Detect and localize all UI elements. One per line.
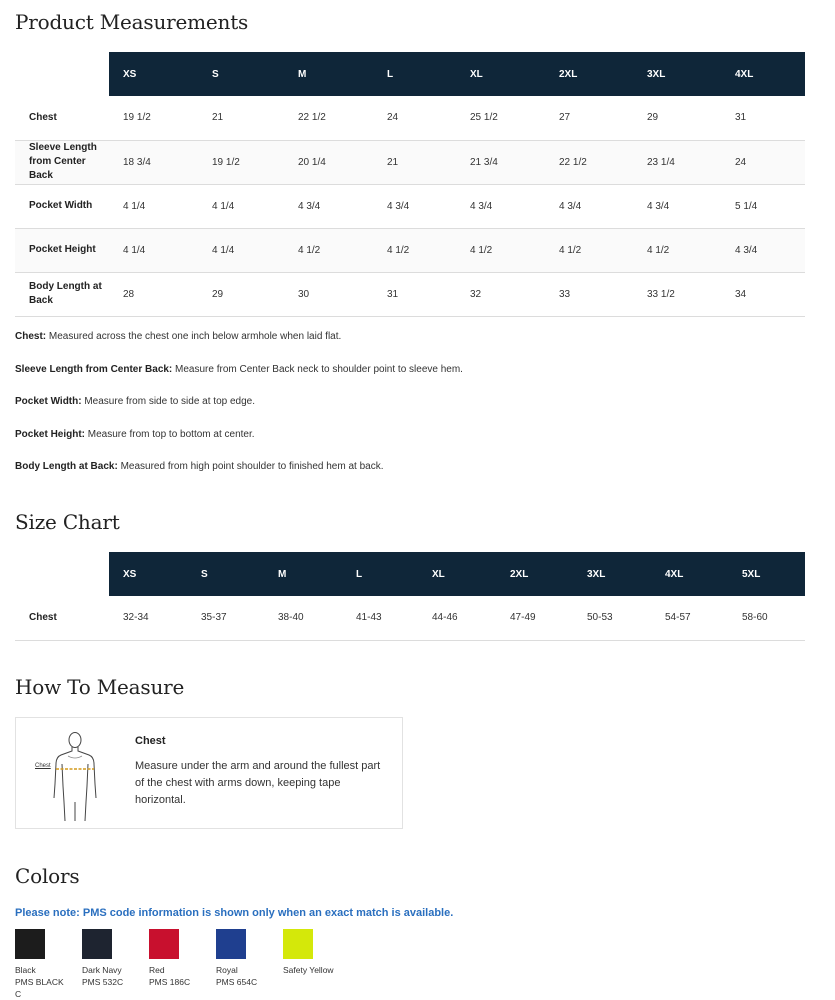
size-header: 3XL [573, 552, 651, 596]
note-body-length: Body Length at Back: Measured from high point shoulder to finished hem at back. [15, 461, 384, 472]
table-cell: 19 1/2 [198, 140, 284, 184]
size-header: XS [109, 52, 198, 96]
row-label: Pocket Height [15, 228, 109, 272]
row-label: Body Length at Back [15, 272, 109, 316]
table-cell: 24 [373, 96, 456, 140]
table-cell: 27 [545, 96, 633, 140]
note-sleeve-length: Sleeve Length from Center Back: Measure from Center Back neck to shoulder point to sleeve hem. [15, 363, 463, 375]
table-row [15, 140, 805, 184]
table-cell: 4 3/4 [545, 184, 633, 228]
swatch-chip[interactable] [216, 929, 246, 959]
table-cell: 4 1/4 [198, 228, 284, 272]
size-header: XL [456, 52, 545, 96]
swatch-pms: PMS 186C [149, 977, 191, 987]
size-header: 2XL [545, 52, 633, 96]
size-header: 4XL [721, 52, 805, 96]
table-cell: 54-57 [651, 596, 728, 640]
card-title: Chest [135, 735, 166, 747]
table-cell: 31 [721, 96, 805, 140]
swatch-name: Royal [216, 965, 238, 975]
swatch-chip[interactable] [283, 929, 313, 959]
note-pocket-width: Pocket Width: Measure from side to side at top edge. [15, 396, 256, 407]
note-pocket-height: Pocket Height: Measure from top to bottom at center. [15, 428, 255, 440]
table-cell: 29 [633, 96, 721, 140]
product-measurements-table [15, 52, 805, 317]
table-cell: 38-40 [264, 596, 342, 640]
swatch-name: Safety Yellow [283, 965, 334, 975]
size-header: S [198, 52, 284, 96]
swatch-chip[interactable] [15, 929, 45, 959]
color-swatch-safety-yellow[interactable] [283, 929, 363, 1000]
table-cell: 47-49 [496, 596, 573, 640]
table-cell: 31 [373, 272, 456, 316]
table-cell: 33 1/2 [633, 272, 721, 316]
color-swatch-royal[interactable] [216, 929, 283, 1000]
row-label: Sleeve Length from Center Back [15, 140, 109, 184]
table-cell: 32 [456, 272, 545, 316]
note-chest: Chest: Measured across the chest one inch below armhole when laid flat. [15, 331, 342, 342]
table-cell: 35-37 [187, 596, 264, 640]
table-cell: 18 3/4 [109, 140, 198, 184]
swatch-name: Dark Navy [82, 965, 122, 975]
chest-measure-figure [28, 726, 118, 821]
size-header: XS [109, 552, 187, 596]
product-measurements-title: Product Measurements [15, 10, 249, 34]
table-cell: 25 1/2 [456, 96, 545, 140]
swatch-pms: PMS BLACK C [15, 977, 64, 999]
size-header: M [284, 52, 373, 96]
how-to-measure-title: How To Measure [15, 675, 185, 699]
table-cell: 34 [721, 272, 805, 316]
table-cell: 4 1/2 [633, 228, 721, 272]
size-header: 5XL [728, 552, 805, 596]
table-cell: 4 3/4 [721, 228, 805, 272]
table-cell: 24 [721, 140, 805, 184]
swatch-name: Black [15, 965, 36, 975]
table-cell: 21 [373, 140, 456, 184]
swatch-pms: PMS 532C [82, 977, 124, 987]
table-cell: 50-53 [573, 596, 651, 640]
table-cell: 4 1/2 [545, 228, 633, 272]
header-blank [15, 52, 109, 96]
size-header: XL [418, 552, 496, 596]
color-swatch-black[interactable] [15, 929, 82, 1000]
measurement-notes [15, 330, 805, 493]
header-blank [15, 552, 109, 596]
table-cell: 21 [198, 96, 284, 140]
table-cell: 44-46 [418, 596, 496, 640]
table-cell: 28 [109, 272, 198, 316]
color-swatch-dark-navy[interactable] [82, 929, 149, 1000]
how-to-measure-card [15, 717, 403, 829]
table-cell: 5 1/4 [721, 184, 805, 228]
table-row [15, 596, 805, 640]
table-cell: 22 1/2 [545, 140, 633, 184]
table-cell: 21 3/4 [456, 140, 545, 184]
table-cell: 30 [284, 272, 373, 316]
table-cell: 4 3/4 [284, 184, 373, 228]
size-chart-title: Size Chart [15, 510, 120, 534]
table-cell: 58-60 [728, 596, 805, 640]
swatch-chip[interactable] [82, 929, 112, 959]
size-chart-table [15, 552, 805, 641]
card-text: Measure under the arm and around the fullest part of the chest with arms down, keeping tape horizontal. [135, 760, 381, 806]
table-cell: 29 [198, 272, 284, 316]
size-header: 2XL [496, 552, 573, 596]
table-cell: 4 1/2 [456, 228, 545, 272]
row-label: Chest [15, 596, 109, 640]
table-row [15, 184, 805, 228]
table-cell: 4 3/4 [373, 184, 456, 228]
size-header: M [264, 552, 342, 596]
table-cell: 4 1/4 [109, 228, 198, 272]
table-cell: 22 1/2 [284, 96, 373, 140]
swatch-pms: PMS 654C [216, 977, 258, 987]
table-row [15, 272, 805, 316]
row-label: Chest [15, 96, 109, 140]
table-cell: 4 3/4 [456, 184, 545, 228]
table-cell: 23 1/4 [633, 140, 721, 184]
table-row [15, 228, 805, 272]
table-cell: 4 3/4 [633, 184, 721, 228]
swatch-name: Red [149, 965, 165, 975]
table-row [15, 96, 805, 140]
size-header: S [187, 552, 264, 596]
table-cell: 41-43 [342, 596, 418, 640]
figure-chest-label: Chest [35, 763, 51, 769]
size-header: 3XL [633, 52, 721, 96]
table-cell: 4 1/2 [373, 228, 456, 272]
table-cell: 20 1/4 [284, 140, 373, 184]
table-cell: 4 1/2 [284, 228, 373, 272]
size-header: L [342, 552, 418, 596]
torso-figure-icon [28, 726, 118, 821]
table-cell: 4 1/4 [198, 184, 284, 228]
pms-note: Please note: PMS code information is shown only when an exact match is available. [15, 907, 454, 919]
table-cell: 33 [545, 272, 633, 316]
table-cell: 19 1/2 [109, 96, 198, 140]
size-header: L [373, 52, 456, 96]
row-label: Pocket Width [15, 184, 109, 228]
color-swatches [15, 929, 363, 1000]
swatch-chip[interactable] [149, 929, 179, 959]
colors-title: Colors [15, 864, 80, 888]
color-swatch-red[interactable] [149, 929, 216, 1000]
size-header: 4XL [651, 552, 728, 596]
table-cell: 4 1/4 [109, 184, 198, 228]
table-cell: 32-34 [109, 596, 187, 640]
